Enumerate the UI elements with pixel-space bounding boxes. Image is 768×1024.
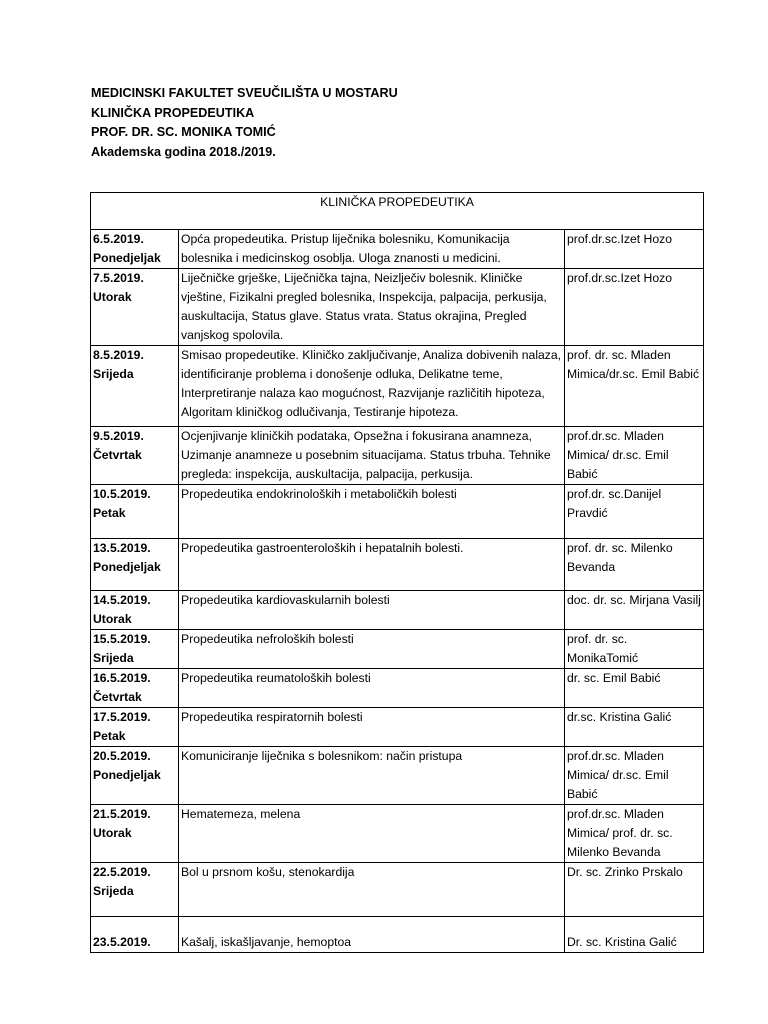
course-leader: PROF. DR. SC. MONIKA TOMIĆ [91,125,276,139]
table-row [91,917,704,953]
row-topic: Hematemeza, melena [179,805,565,863]
date-cell [91,669,179,708]
date-cell [91,346,179,427]
date-cell [91,917,179,953]
row-lecturer: prof. dr. sc. MonikaTomić [565,630,704,669]
row-lecturer: doc. dr. sc. Mirjana Vasilj [565,591,704,630]
row-topic: Propedeutika gastroenteroloških i hepatalnih bolesti. [179,539,565,591]
date-cell [91,539,179,591]
row-topic: Propedeutika nefroloških bolesti [179,630,565,669]
table-row [91,539,704,591]
course-name: KLINIČKA PROPEDEUTIKA [91,105,255,120]
row-day: Četvrtak [93,690,142,704]
table-row [91,485,704,539]
document-header [91,84,398,162]
row-topic: Propedeutika kardiovaskularnih bolesti [179,591,565,630]
date-cell [91,591,179,630]
row-date: 21.5.2019. [93,807,151,821]
row-day: Utorak [93,612,132,626]
row-day: Petak [93,506,126,520]
date-cell [91,805,179,863]
table-row [91,427,704,485]
row-day: Srijeda [93,884,134,898]
row-date: 7.5.2019. [93,271,144,285]
row-lecturer: prof. dr. sc. Milenko Bevanda [565,539,704,591]
row-date: 14.5.2019. [93,593,151,607]
row-day: Srijeda [93,367,134,381]
row-date: 8.5.2019. [93,348,144,362]
row-lecturer: prof.dr.sc. Mladen Mimica/ dr.sc. Emil Babić [565,427,704,485]
row-lecturer: Dr. sc. Zrinko Prskalo [565,863,704,917]
table-row [91,269,704,346]
row-date: 9.5.2019. [93,429,144,443]
row-topic: Ocjenjivanje kliničkih podataka, Opsežna i fokusirana anamneza, Uzimanje anamneze u posebnim situacijama. Status trbuha. Tehnike pregleda: inspekcija, auskultacija, palpacija, perkusija. [179,427,565,485]
row-date: 20.5.2019. [93,749,151,763]
row-lecturer: dr. sc. Emil Babić [565,669,704,708]
table-row [91,591,704,630]
table-row [91,346,704,427]
row-day: Utorak [93,826,132,840]
table-row [91,863,704,917]
table-row [91,708,704,747]
row-topic: Liječničke grješke, Liječnička tajna, Neizlječiv bolesnik. Kliničke vještine, Fizikalni pregled bolesnika, Inspekcija, palpacija, perkusija, auskultacija, Status glave. Status vrata. Status okrajina, Pregled vanjskog spolovila. [179,269,565,346]
table-row [91,747,704,805]
row-day: Srijeda [93,651,134,665]
row-topic: Propedeutika reumatoloških bolesti [179,669,565,708]
row-topic: Opća propedeutika. Pristup liječnika bolesniku, Komunikacija bolesnika i medicinskog osoblja. Uloga znanosti u medicini. [179,230,565,269]
row-date: 6.5.2019. [93,232,144,246]
table-row [91,805,704,863]
row-day: Ponedjeljak [93,560,161,574]
row-topic: Komuniciranje liječnika s bolesnikom: način pristupa [179,747,565,805]
table-row [91,669,704,708]
date-cell [91,427,179,485]
row-date: 22.5.2019. [93,865,151,879]
row-lecturer: prof.dr.sc.Izet Hozo [565,269,704,346]
row-lecturer: dr.sc. Kristina Galić [565,708,704,747]
row-date: 23.5.2019. [93,935,151,949]
row-topic: Bol u prsnom košu, stenokardija [179,863,565,917]
schedule-table [90,192,704,953]
table-title: KLINIČKA PROPEDEUTIKA [91,193,704,230]
row-lecturer: prof.dr.sc.Izet Hozo [565,230,704,269]
date-cell [91,863,179,917]
row-date: 13.5.2019. [93,541,151,555]
row-lecturer: prof.dr.sc. Mladen Mimica/ dr.sc. Emil Babić [565,747,704,805]
date-cell [91,630,179,669]
row-lecturer: prof.dr. sc.Danijel Pravdić [565,485,704,539]
row-date: 15.5.2019. [93,632,151,646]
row-date: 16.5.2019. [93,671,151,685]
row-day: Četvrtak [93,448,142,462]
date-cell [91,747,179,805]
academic-year: Akademska godina 2018./2019. [91,144,276,159]
date-cell [91,485,179,539]
date-cell [91,269,179,346]
row-day: Utorak [93,290,132,304]
row-topic: Propedeutika respiratornih bolesti [179,708,565,747]
table-row [91,230,704,269]
row-topic: Smisao propedeutike. Kliničko zaključivanje, Analiza dobivenih nalaza, identificiranje problema i donošenje odluka, Delikatne teme, Interpretiranje nalaza kao mogućnost, Razvijanje različitih hipoteza, Algoritam kliničkog odlučivanja, Testiranje hipoteza. [179,346,565,427]
row-topic: Propedeutika endokrinoloških i metaboličkih bolesti [179,485,565,539]
row-lecturer: prof.dr.sc. Mladen Mimica/ prof. dr. sc. Milenko Bevanda [565,805,704,863]
row-day: Petak [93,729,126,743]
table-row [91,630,704,669]
date-cell [91,230,179,269]
row-topic: Kašalj, iskašljavanje, hemoptoa [179,917,565,953]
row-day: Ponedjeljak [93,251,161,265]
row-lecturer: prof. dr. sc. Mladen Mimica/dr.sc. Emil Babić [565,346,704,427]
row-date: 10.5.2019. [93,487,151,501]
faculty-name: MEDICINSKI FAKULTET SVEUČILIŠTA U MOSTARU [91,86,398,100]
row-date: 17.5.2019. [93,710,151,724]
row-lecturer: Dr. sc. Kristina Galić [565,917,704,953]
date-cell [91,708,179,747]
row-day: Ponedjeljak [93,768,161,782]
